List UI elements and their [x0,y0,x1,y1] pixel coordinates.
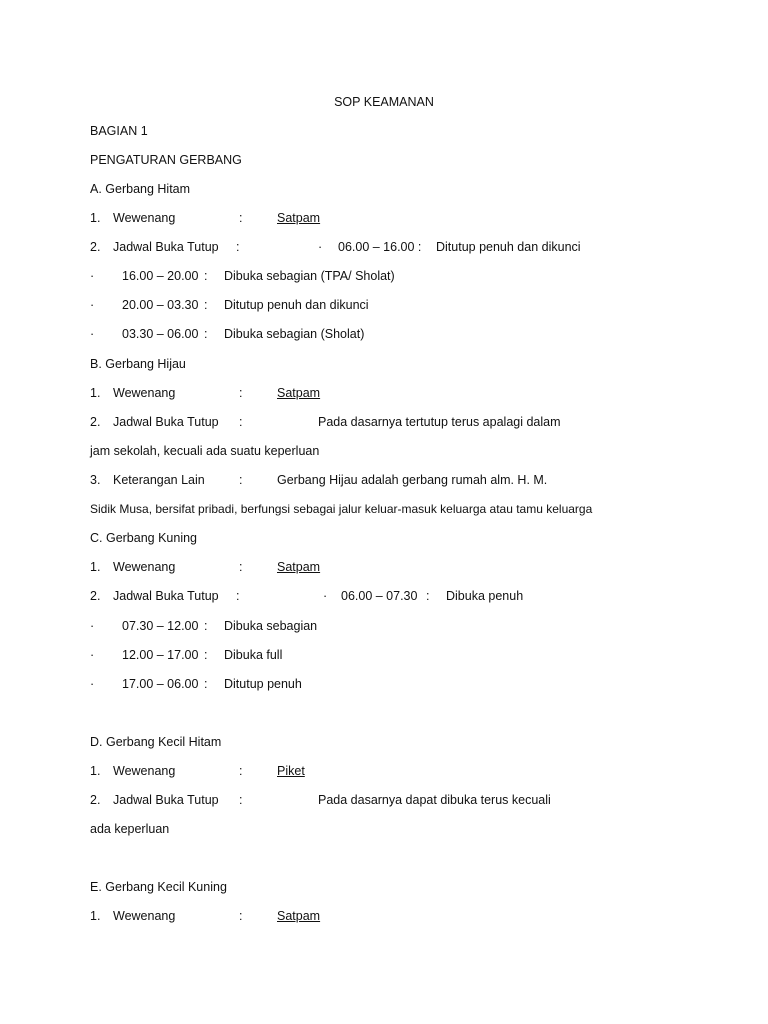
item-number: 2. [90,415,101,429]
schedule-desc-continuation: jam sekolah, kecuali ada suatu keperluan [90,444,320,458]
schedule-desc: Dibuka penuh [446,589,524,603]
separator: : [236,589,240,603]
gate-d-authority-row [0,763,768,779]
separator: : [204,298,208,312]
item-number: 1. [90,211,101,225]
gate-e-authority-row [0,908,768,924]
separator: : [239,473,243,487]
schedule-desc: Dibuka sebagian (Sholat) [224,327,365,341]
gate-heading-c: C. Gerbang Kuning [90,531,198,545]
item-label: Wewenang [113,560,176,574]
bullet: · [90,269,95,283]
gate-b-authority-row [0,385,768,401]
separator: : [239,793,243,807]
separator: : [204,677,208,691]
page-title: SOP KEAMANAN [334,95,434,109]
authority-value: Piket [277,764,305,778]
item-label: Jadwal Buka Tutup [113,240,219,254]
item-label: Wewenang [113,386,176,400]
gate-b-note-row [0,472,768,488]
note-desc-continuation: Sidik Musa, bersifat pribadi, berfungsi sebagai jalur keluar-masuk keluarga atau tamu keluarga [90,502,593,516]
time-range: 17.00 – 06.00 [122,677,199,691]
section-heading: BAGIAN 1 [90,124,148,138]
gate-heading-d: D. Gerbang Kecil Hitam [90,735,222,749]
item-number: 2. [90,793,101,807]
schedule-desc-continuation: ada keperluan [90,822,170,836]
schedule-desc: Ditutup penuh dan dikunci [224,298,369,312]
item-number: 3. [90,473,101,487]
schedule-item [0,676,768,692]
item-label: Wewenang [113,909,176,923]
gate-a-schedule-row [0,239,768,255]
item-label: Wewenang [113,764,176,778]
gate-c-schedule-row [0,588,768,604]
separator: : [204,327,208,341]
item-label: Jadwal Buka Tutup [113,415,219,429]
item-label: Jadwal Buka Tutup [113,793,219,807]
gate-heading-a: A. Gerbang Hitam [90,182,191,196]
bullet: · [90,648,95,662]
separator: : [239,211,243,225]
item-number: 2. [90,589,101,603]
item-number: 1. [90,764,101,778]
schedule-item [0,268,768,284]
bullet: · [90,327,95,341]
bullet: · [90,619,95,633]
bullet: · [90,298,95,312]
separator: : [426,589,430,603]
authority-value: Satpam [277,386,321,400]
gate-c-authority-row [0,559,768,575]
item-number: 2. [90,240,101,254]
item-label: Jadwal Buka Tutup [113,589,219,603]
authority-value: Satpam [277,560,321,574]
gate-a-authority-row [0,210,768,226]
authority-value: Satpam [277,909,321,923]
item-number: 1. [90,909,101,923]
schedule-desc: Dibuka sebagian [224,619,318,633]
note-desc: Gerbang Hijau adalah gerbang rumah alm. H. M. [277,473,548,487]
item-number: 1. [90,386,101,400]
gate-heading-b: B. Gerbang Hijau [90,357,186,371]
schedule-item [0,326,768,342]
schedule-desc: Dibuka full [224,648,283,662]
schedule-desc: Pada dasarnya dapat dibuka terus kecuali [318,793,551,807]
time-range: 03.30 – 06.00 [122,327,199,341]
bullet: · [318,240,323,254]
item-label: Keterangan Lain [113,473,205,487]
separator: : [239,386,243,400]
schedule-desc: Pada dasarnya tertutup terus apalagi dalam [318,415,561,429]
bullet: · [323,589,328,603]
gate-d-schedule-row [0,792,768,808]
subsection-heading: PENGATURAN GERBANG [90,153,242,167]
schedule-item [0,618,768,634]
separator: : [239,415,243,429]
separator: : [204,648,208,662]
schedule-desc: Dibuka sebagian (TPA/ Sholat) [224,269,395,283]
separator: : [239,909,243,923]
separator: : [239,764,243,778]
separator: : [239,560,243,574]
schedule-desc: Ditutup penuh [224,677,302,691]
schedule-desc: Ditutup penuh dan dikunci [436,240,581,254]
separator: : [204,269,208,283]
schedule-item [0,647,768,663]
bullet: · [90,677,95,691]
time-range: 07.30 – 12.00 [122,619,199,633]
authority-value: Satpam [277,211,321,225]
time-range: 06.00 – 16.00 : [338,240,422,254]
gate-heading-e: E. Gerbang Kecil Kuning [90,880,227,894]
separator: : [236,240,240,254]
time-range: 06.00 – 07.30 [341,589,418,603]
item-number: 1. [90,560,101,574]
time-range: 12.00 – 17.00 [122,648,199,662]
time-range: 20.00 – 03.30 [122,298,199,312]
schedule-item [0,297,768,313]
item-label: Wewenang [113,211,176,225]
separator: : [204,619,208,633]
gate-b-schedule-row [0,414,768,430]
time-range: 16.00 – 20.00 [122,269,199,283]
